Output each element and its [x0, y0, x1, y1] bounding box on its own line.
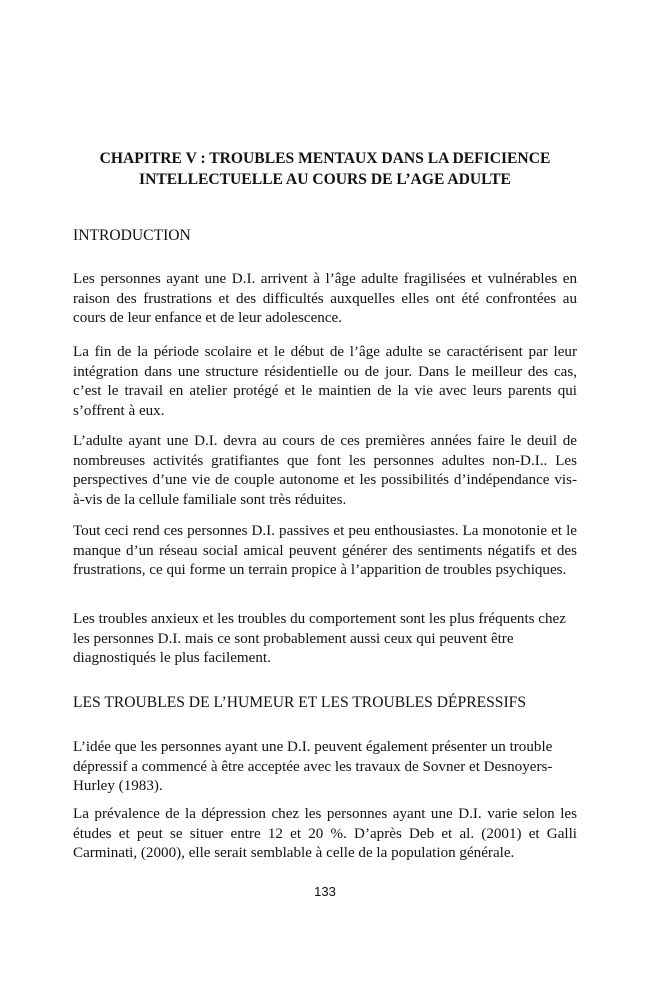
paragraph-depressive-disorder: L’idée que les personnes ayant une D.I. peuvent également présenter un trouble dépressif a commencé à être acceptée avec les travaux de Sovner et Desnoyers-Hurley (1983). — [73, 739, 553, 795]
chapter-title-line-1: CHAPITRE V : TROUBLES MENTAUX DANS LA DEFICIENCE — [99, 150, 551, 167]
page-number: 133 — [314, 884, 336, 899]
paragraph-adult-vulnerability: Les personnes ayant une D.I. arrivent à l’âge adulte fragilisées et vulnérables en raison des frustrations et des difficultés auxquelles elles ont été confrontées au cours de leur enfance et de leur adolescence. — [73, 271, 577, 327]
chapter-title — [73, 148, 577, 190]
paragraph-passivity: Tout ceci rend ces personnes D.I. passives et peu enthousiastes. La monotonie et le manque d’un réseau social amical peuvent générer des sentiments négatifs et des frustrations, ce qui forme un terrain propice à l’apparition de troubles psychiques. — [73, 523, 577, 579]
introduction-heading: INTRODUCTION — [73, 227, 191, 244]
paragraph-mourning-activities: L’adulte ayant une D.I. devra au cours de ces premières années faire le deuil de nombreuses activités gratifiantes que font les personnes adultes non-D.I.. Les perspectives d’une vie de couple autonome et les possibilités d’indépendance vis-à-vis de la cellule familiale sont très réduites. — [73, 433, 577, 508]
paragraph-end-of-school: La fin de la période scolaire et le début de l’âge adulte se caractérisent par leur intégration dans une structure résidentielle ou de jour. Dans le meilleur des cas, c’est le travail en atelier protégé et le maintien de la vie avec leurs parents qui s’offrent à eux. — [73, 344, 577, 419]
paragraph-depression-prevalence: La prévalence de la dépression chez les personnes ayant une D.I. varie selon les études et peut se situer entre 12 et 20 %. D’après Deb et al. (2001) et Galli Carminati, (2000), elle serait semblable à celle de la population générale. — [73, 806, 577, 862]
mood-disorders-heading: LES TROUBLES DE L’HUMEUR ET LES TROUBLES DÉPRESSIFS — [73, 694, 527, 711]
paragraph-anxiety-disorders: Les troubles anxieux et les troubles du comportement sont les plus fréquents chez les personnes D.I. mais ce sont probablement aussi ceux qui peuvent être diagnostiqués le plus facilement. — [73, 611, 566, 667]
chapter-title-line-2: INTELLECTUELLE AU COURS DE L’AGE ADULTE — [139, 171, 511, 188]
